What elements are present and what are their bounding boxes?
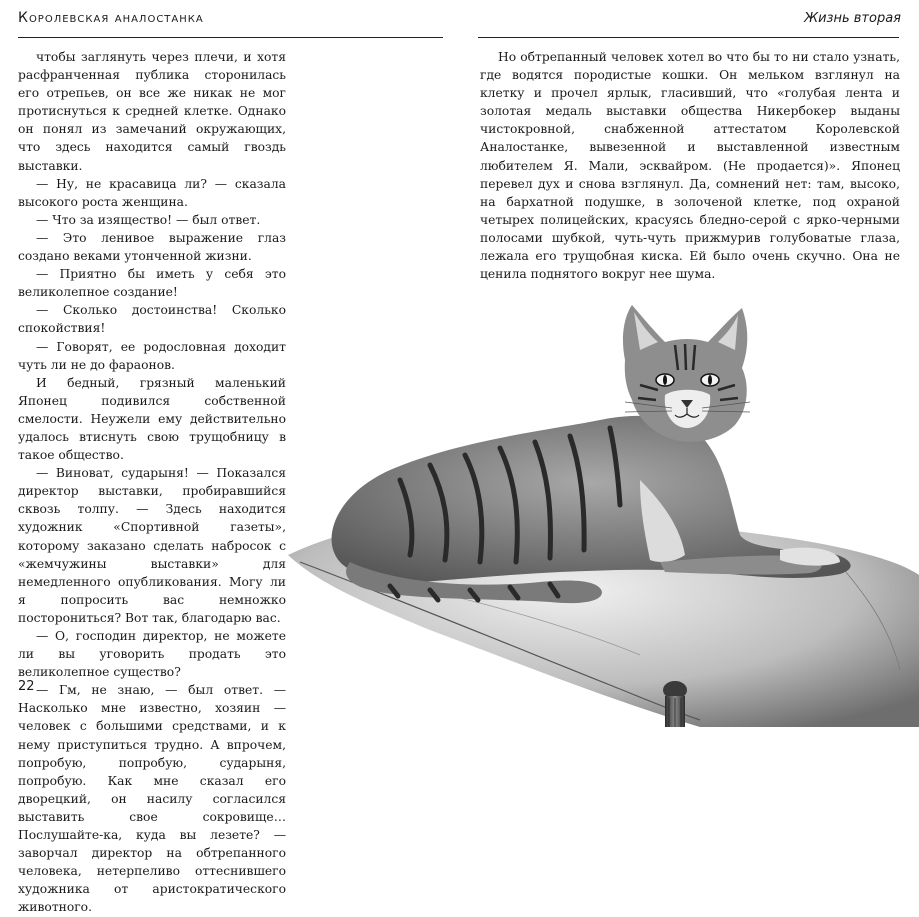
cat-on-cushion-illustration — [280, 300, 919, 727]
tassel — [663, 681, 687, 727]
paragraph: — Сколько достоинства! Сколько спокойствия! — [18, 303, 286, 336]
paragraph: — Виноват, сударыня! — Показался директор выставки, пробиравшийся сквозь толпу. — Здесь находится художник «Спортивной газеты», которому заказано сделать набросок с «жемчужины выставки» для немедленного опубликования. Могу ли я попросить вас немножко посторониться? Вот так, благодарю вас. — [18, 466, 286, 625]
paragraph: — Что за изящество! — был ответ. — [36, 212, 261, 227]
paragraph: — Приятно бы иметь у себя это великолепное создание! — [18, 267, 286, 300]
paragraph: — Ну, не красавица ли? — сказала высокого роста женщина. — [18, 176, 286, 209]
paragraph: Но обтрепанный человек хотел во что бы то ни стало узнать, где водятся породистые кошки. Он мельком взглянул на клетку и прочел ярлык, гласивший, что «голубая лента и золотая медаль выставки общества Никербокер выданы чистокровной, снабженной аттестатом Королевской Аналостанке, вывезенной и выставленной известным любителем Я. Мали, эсквайром. (Не продается)». Японец перевел дух и снова взглянул. Да, сомнений нет: там, высоко, на бархатной подушке, в золоченой клетке, под охраной четырех полицейских, красуясь бледно-серой с ярко-черными полосами шубкой, чуть-чуть прижмурив голубоватые глаза, лежала его трущобная киска. Ей было очень скучно. Она не ценила поднятого вокруг нее шума. — [480, 50, 900, 282]
running-head-chapter-title: Жизнь вторая — [804, 11, 901, 26]
right-text-column — [480, 48, 900, 283]
paragraph: — Говорят, ее родословная доходит чуть ли не до фараонов. — [18, 339, 286, 372]
cat — [332, 305, 851, 603]
paragraph: — Это ленивое выражение глаз создано веками утонченной жизни. — [18, 230, 286, 264]
paragraph: чтобы заглянуть через плечи, и хотя расфранченная публика сторонилась его отрепьев, он все же никак не мог протиснуться к средней клетке. Однако он понял из замечаний окружающих, что здесь находится самый гвоздь выставки. — [18, 50, 286, 173]
page-number: 22 — [18, 679, 35, 694]
paragraph: — О, господин директор, не можете ли вы уговорить продать это великолепное существо? — [18, 629, 286, 680]
paragraph: И бедный, грязный маленький Японец подивился собственной смелости. Неужели ему действительно удалось втиснуть свою трущобницу в такое общество. — [18, 375, 286, 463]
paragraph: — Гм, не знаю, — был ответ. — Насколько мне известно, хозяин — человек с большими средствами, и к нему приступиться трудно. А впрочем, попробую, попробую, сударыня, попробую. Как мне сказал его дворецкий, он насилу согласился выставить свое сокровище… Послушайте-ка, куда вы лезете? — заворчал директор на обтрепанного человека, нетерпеливо оттеснившего художника от аристократического животного. — [18, 683, 286, 915]
header-rule-right — [478, 37, 899, 38]
header-rule-left — [18, 37, 443, 38]
running-head-book-title: Королевская аналостанка — [18, 10, 204, 26]
left-text-column — [18, 48, 286, 917]
